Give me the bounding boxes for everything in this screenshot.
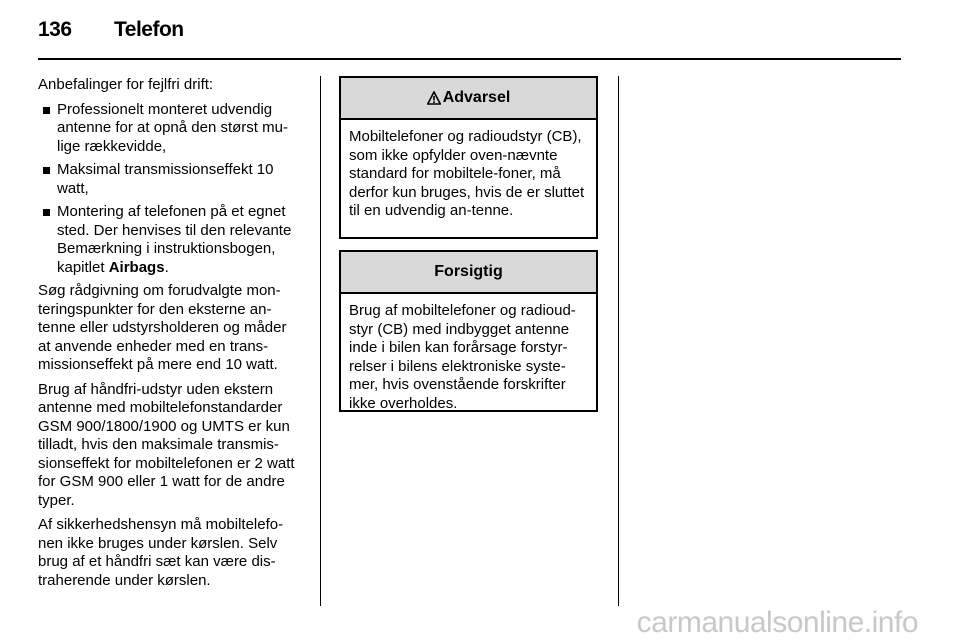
caution-box xyxy=(339,250,598,412)
list-item-end: . xyxy=(164,258,169,276)
list-item-text: Montering af telefonen på et egnet sted. Der henvises til den relevante Bemærkning i instruktionsbogen, kapitlet xyxy=(57,203,292,276)
warning-box xyxy=(339,76,598,239)
list-item xyxy=(38,203,302,277)
square-bullet-icon xyxy=(43,107,50,114)
paragraph: Brug af håndfri-udstyr uden ekstern antenne med mobiltelefonstandarder GSM 900/1800/1900 og UMTS er kun tilladt, hvis den maksimale transmis-sionseffekt for mobiltelefonen er 2 watt for GSM 900 eller 1 watt for de andre typer. xyxy=(38,380,295,509)
warning-title: Advarsel xyxy=(442,89,511,106)
caution-title: Forsigtig xyxy=(434,263,503,280)
main-text-column xyxy=(38,76,302,596)
header-rule xyxy=(38,58,901,60)
paragraph: Søg rådgivning om forudvalgte mon-teringspunkter for den eksterne an-tenne eller udstyrsholderen og måder at anvende enheder med en trans-missionseffekt på mere end 10 watt. xyxy=(38,282,287,373)
caution-header xyxy=(341,252,596,294)
paragraph: Af sikkerhedshensyn må mobiltelefo-nen ikke bruges under kørslen. Selv brug af et håndfri sæt kan være dis-traherende under kørslen. xyxy=(38,516,284,589)
list-item-text: Maksimal transmissionseffekt 10 watt, xyxy=(57,161,274,197)
intro-text: Anbefalinger for fejlfri drift: xyxy=(38,76,214,93)
warning-triangle-icon xyxy=(427,91,441,105)
list-item xyxy=(38,101,302,157)
watermark: carmanualsonline.info xyxy=(636,606,918,639)
column-divider-2 xyxy=(618,76,619,606)
airbags-cross-reference[interactable]: Airbags xyxy=(108,258,165,276)
chapter-title: Telefon xyxy=(114,18,184,41)
column-divider-1 xyxy=(320,76,321,606)
warning-header xyxy=(341,78,596,120)
list-item-text: Professionelt monteret udvendig antenne for at opnå den størst mu-lige rækkevidde, xyxy=(57,100,288,155)
list-item xyxy=(38,161,302,198)
caution-text: Brug af mobiltelefoner og radioud-styr (CB) med indbygget antenne inde i bilen kan forårsage forstyr-relser i bilens elektroniske syste-mer, hvis ovenstående forskrifter ikke overholdes. xyxy=(349,302,576,412)
recommendation-list xyxy=(38,101,302,278)
warning-text: Mobiltelefoner og radioudstyr (CB), som ikke opfylder oven-nævnte standard for mobiltele-foner, må derfor kun bruges, hvis de er sluttet til en udvendig an-tenne. xyxy=(349,128,585,219)
page-number: 136 xyxy=(38,18,72,41)
square-bullet-icon xyxy=(43,167,50,174)
square-bullet-icon xyxy=(43,209,50,216)
